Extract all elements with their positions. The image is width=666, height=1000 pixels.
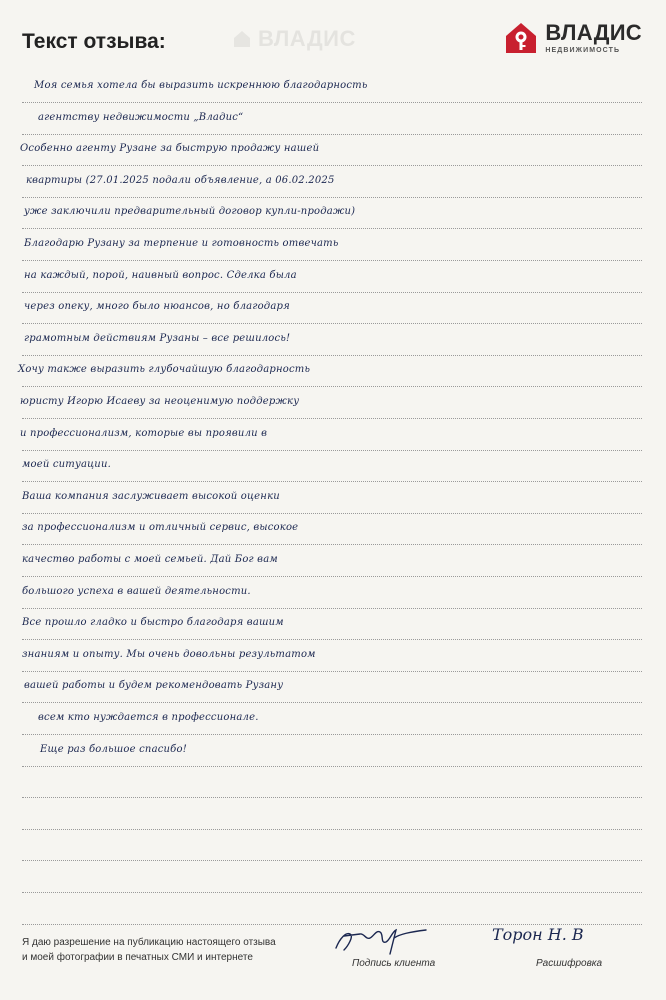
ruled-line [22, 260, 642, 261]
review-line: Особенно агенту Рузане за быструю продажу нашей [20, 143, 320, 155]
review-line: Моя семья хотела бы выразить искреннюю благодарность [34, 80, 368, 91]
review-line: качество работы с моей семьей. Дай Бог вам [22, 554, 278, 565]
review-line: большого успеха в вашей деятельности. [22, 585, 251, 597]
ruled-line [22, 228, 642, 229]
review-line: на каждый, порой, наивный вопрос. Сделка была [24, 269, 297, 281]
review-line: вашей работы и будем рекомендовать Рузану [24, 680, 284, 692]
logo-name: ВЛАДИС [545, 20, 642, 45]
review-line: Хочу также выразить глубочайшую благодарность [18, 364, 311, 376]
review-line: грамотным действиям Рузаны – все решилось! [24, 332, 291, 344]
logo-subtitle: НЕДВИЖИМОСТЬ [545, 47, 621, 54]
ruled-line [22, 544, 642, 545]
ruled-line [22, 639, 642, 640]
review-line: агентству недвижимости „Владис“ [38, 111, 244, 123]
ruled-line [22, 165, 642, 166]
ruled-line [22, 355, 642, 356]
review-line: Все прошло гладко и быстро благодаря вашим [22, 617, 284, 629]
ruled-line [22, 418, 642, 419]
ruled-line [22, 197, 642, 198]
ruled-line [22, 323, 642, 324]
ruled-line [22, 797, 642, 798]
ruled-line [22, 734, 642, 735]
review-line: за профессионализм и отличный сервис, высокое [22, 522, 299, 534]
watermark-text: ВЛАДИС [258, 26, 356, 51]
form-title: Текст отзыва: [22, 30, 166, 53]
consent-line: и моей фотографии в печатных СМИ и интернете [22, 952, 253, 963]
signature-decoding: Торон Н. В [492, 925, 584, 944]
ruled-line [22, 292, 642, 293]
ruled-line [22, 481, 642, 482]
review-line: уже заключили предварительный договор купли-продажи) [24, 206, 356, 218]
review-line: и профессионализм, которые вы проявили в [20, 427, 268, 439]
review-line: всем кто нуждается в профессионале. [38, 712, 259, 723]
review-line: знаниям и опыту. Мы очень довольны результатом [22, 648, 316, 660]
ruled-line [22, 134, 642, 135]
signature-label: Подпись клиента [352, 958, 436, 969]
review-line: моей ситуации. [22, 459, 111, 471]
ruled-line [22, 386, 642, 387]
review-line: через опеку, много было нюансов, но благодаря [24, 301, 290, 313]
ruled-line [22, 766, 642, 767]
client-signature [330, 920, 440, 960]
ruled-line [22, 671, 642, 672]
ruled-line [22, 450, 642, 451]
ruled-line [22, 576, 642, 577]
ruled-line [22, 892, 642, 893]
review-line: Ваша компания заслуживает высокой оценки [22, 490, 280, 502]
decoding-label: Расшифровка [536, 958, 603, 969]
ruled-line [22, 702, 642, 703]
review-line: Еще раз большое спасибо! [40, 743, 187, 755]
publication-consent [22, 935, 312, 965]
review-line: квартиры (27.01.2025 подали объявление, а 06.02.2025 [26, 174, 335, 186]
ruled-line [22, 829, 642, 830]
ruled-line [22, 608, 642, 609]
ruled-line [22, 513, 642, 514]
ruled-line [22, 860, 642, 861]
ruled-line [22, 102, 642, 103]
review-line: юристу Игорю Исаеву за неоценимую поддержку [20, 396, 300, 407]
review-line: Благодарю Рузану за терпение и готовность отвечать [24, 238, 339, 249]
consent-line: Я даю разрешение на публикацию настоящего отзыва [22, 937, 276, 948]
